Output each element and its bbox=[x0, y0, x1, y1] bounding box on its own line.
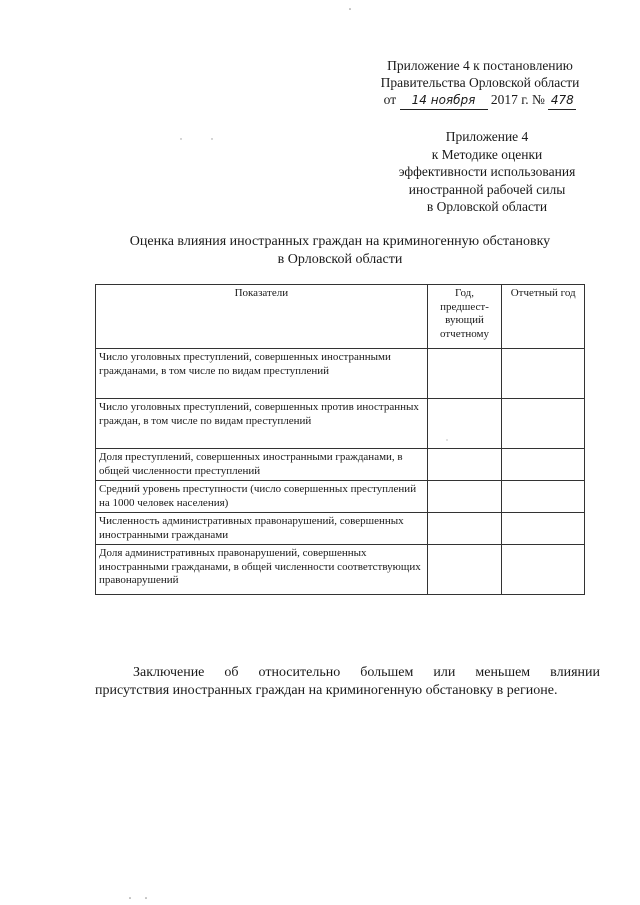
cell-reporting-year bbox=[502, 513, 585, 545]
row-indicator: Доля административных правонарушений, совершенных иностранными гражданами, в общей численности соответствующих правонарушений bbox=[96, 545, 428, 595]
cell-previous-year bbox=[427, 399, 502, 449]
cell-previous-year bbox=[427, 449, 502, 481]
date-prefix: от bbox=[383, 92, 397, 107]
document-title bbox=[95, 233, 585, 269]
cell-reporting-year bbox=[502, 481, 585, 513]
date-handwritten: 14 ноября bbox=[400, 91, 488, 110]
header-previous-year: Год, предшест-вующий отчетному bbox=[427, 285, 502, 349]
methodology-subheader bbox=[372, 128, 602, 216]
row-indicator: Число уголовных преступлений, совершенных против иностранных граждан, в том числе по видам преступлений bbox=[96, 399, 428, 449]
cell-reporting-year bbox=[502, 449, 585, 481]
row-indicator: Численность административных правонарушений, совершенных иностранными гражданами bbox=[96, 513, 428, 545]
cell-reporting-year bbox=[502, 399, 585, 449]
year-text: 2017 г. № bbox=[490, 92, 545, 107]
cell-previous-year bbox=[427, 545, 502, 595]
header-reporting-year: Отчетный год bbox=[502, 285, 585, 349]
conclusion-line-1: Заключение об относительно большем или меньшем влиянии bbox=[133, 665, 600, 680]
cell-previous-year bbox=[427, 513, 502, 545]
header-indicators: Показатели bbox=[96, 285, 428, 349]
appendix-header-line-2: Правительства Орловской области bbox=[380, 75, 580, 90]
subheader-line: иностранной рабочей силы bbox=[408, 181, 566, 197]
subheader-line: эффективности использования bbox=[398, 164, 576, 179]
row-indicator: Число уголовных преступлений, совершенных иностранными гражданами, в том числе по видам преступлений bbox=[96, 349, 428, 399]
table-row bbox=[96, 449, 585, 481]
title-line-1: Оценка влияния иностранных граждан на криминогенную обстановку bbox=[129, 234, 551, 249]
indicators-table bbox=[95, 284, 585, 595]
title-line-2: в Орловской области bbox=[277, 252, 403, 267]
cell-reporting-year bbox=[502, 349, 585, 399]
table-row bbox=[96, 349, 585, 399]
table-row bbox=[96, 545, 585, 595]
number-handwritten: 478 bbox=[548, 91, 576, 110]
row-indicator: Доля преступлений, совершенных иностранными гражданами, в общей численности преступлений bbox=[96, 449, 428, 481]
subheader-line: Приложение 4 bbox=[445, 129, 529, 144]
cell-reporting-year bbox=[502, 545, 585, 595]
appendix-date-line bbox=[360, 91, 600, 110]
table-row bbox=[96, 513, 585, 545]
conclusion-paragraph bbox=[95, 664, 600, 700]
subheader-line: в Орловской области bbox=[426, 199, 548, 214]
subheader-line: к Методике оценки bbox=[431, 146, 543, 162]
appendix-header bbox=[360, 57, 600, 110]
cell-previous-year bbox=[427, 349, 502, 399]
table-row bbox=[96, 399, 585, 449]
table-header-row bbox=[96, 285, 585, 349]
table-row bbox=[96, 481, 585, 513]
cell-previous-year bbox=[427, 481, 502, 513]
conclusion-line-2: присутствия иностранных граждан на криминогенную обстановку в регионе. bbox=[95, 683, 558, 698]
appendix-header-line-1: Приложение 4 к постановлению bbox=[387, 58, 573, 73]
row-indicator: Средний уровень преступности (число совершенных преступлений на 1000 человек населения) bbox=[96, 481, 428, 513]
